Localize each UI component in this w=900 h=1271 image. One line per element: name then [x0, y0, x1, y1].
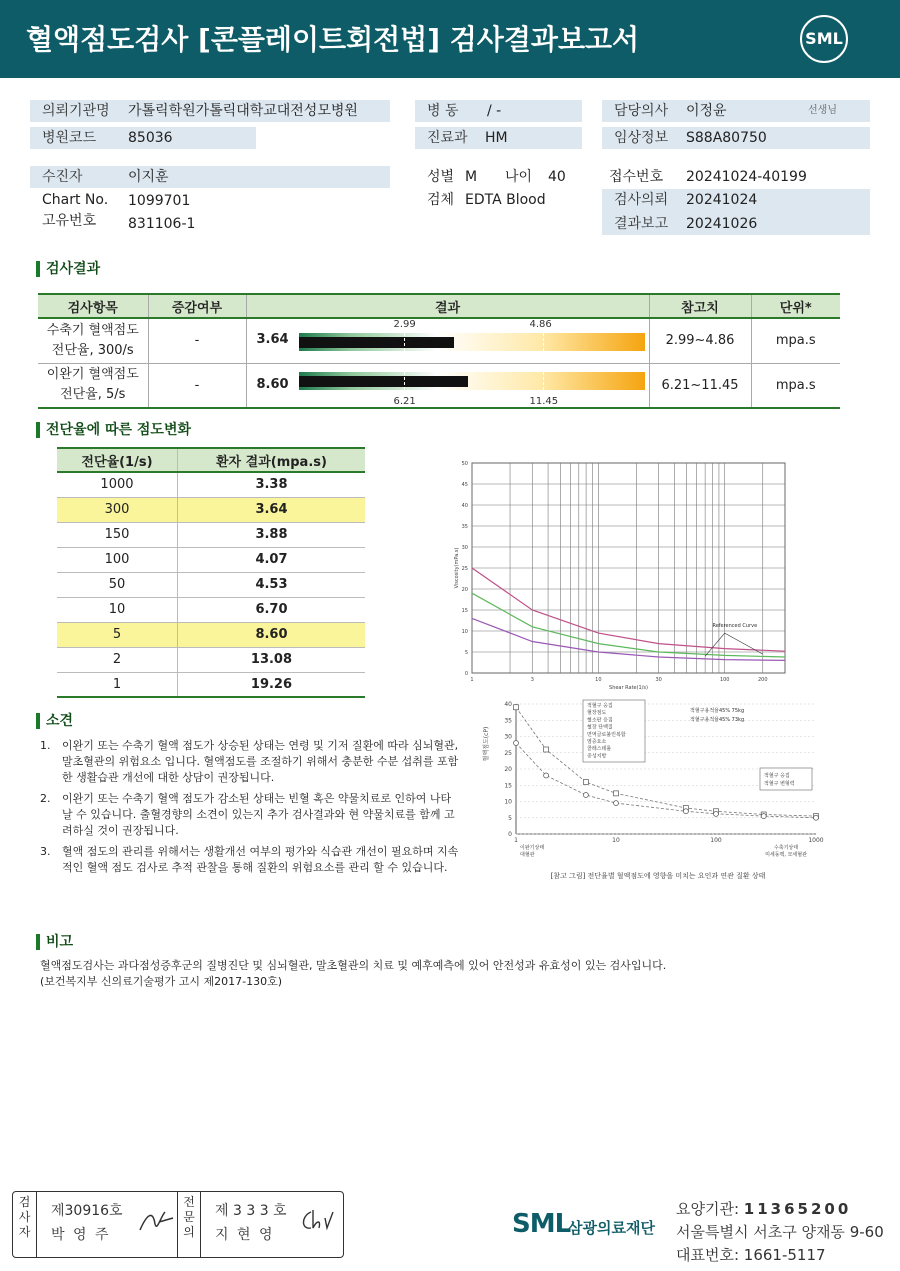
y-tick-label: 15: [504, 782, 512, 790]
list-item: 3. 혈액 점도의 관리를 위해서는 생활개선 여부의 평가와 식습관 개선이 필요하며 지속적인 혈액 점도 검사로 추적 관찰을 통해 질환의 위험요소를 관리 할 수 있습니다.: [40, 845, 459, 874]
notes-list: [40, 738, 460, 881]
table-row: [57, 597, 365, 622]
x-right-note: 수축기상태: [773, 845, 799, 851]
table-row: [57, 647, 365, 672]
result-reference: 6.21~11.45: [649, 363, 751, 408]
shear-rate-cell: 100: [57, 547, 177, 572]
table-row: [38, 363, 840, 408]
tester-signature: [137, 1206, 177, 1236]
results-header-change: 증감여부: [148, 294, 246, 318]
remarks-section-title: 비고: [36, 934, 73, 950]
chart-caption: [참고 그림] 전단율별 혈액점도에 영향을 미치는 요인과 연관 질환 상태: [550, 872, 766, 880]
table-row: [57, 622, 365, 647]
x-tick-label: 1000: [808, 837, 824, 844]
clinical-info-label: 임상정보: [614, 130, 669, 146]
reference-figure-chart: [478, 698, 838, 882]
table-row: [57, 497, 365, 522]
data-point: [583, 793, 588, 798]
result-unit: mpa.s: [751, 363, 840, 408]
department-value: HM: [485, 130, 508, 146]
report-date-label: 결과보고: [614, 216, 669, 232]
x-tick-label: 30: [655, 677, 662, 683]
sml-logo: SML: [800, 15, 848, 63]
list-item: 2. 이완기 또는 수축기 혈액 점도가 감소된 상태는 빈혈 혹은 약물치료로 인하여 나타날 수 있습니다. 출혈경향의 소견이 있는지 추가 검사결과와 현 약물치료를 함께 고려하실 것이 권장됩니다.: [40, 792, 455, 837]
gauge-high-tick: [543, 372, 544, 390]
notes-section-title: 소견: [36, 713, 73, 729]
report-title: 혈액점도검사 [콘플레이트회전법] 검사결과보고서: [26, 23, 640, 56]
x-tick-label: 10: [595, 677, 602, 683]
y-tick-label: 20: [504, 766, 512, 773]
y-tick-label: 50: [461, 461, 468, 467]
footer-logo: [512, 1203, 662, 1255]
y-tick-label: 35: [461, 524, 468, 530]
x-tick-label: 1: [470, 677, 474, 683]
y-axis-label: 혈액점도(cP): [483, 726, 490, 762]
data-point: [544, 773, 549, 778]
y-tick-label: 45: [461, 482, 468, 488]
x-right-note: 미세동맥, 모세혈관: [765, 852, 807, 858]
ward-row: [415, 100, 582, 122]
shear-rate-cell: 10: [57, 597, 177, 622]
data-point: [761, 814, 766, 819]
expert-signature: [297, 1206, 339, 1236]
result-gauge-cell: [246, 318, 649, 363]
dates-box: [602, 189, 870, 235]
patient-result-cell: 4.53: [177, 572, 365, 597]
table-row: [38, 318, 840, 363]
result-item: 수축기 혈액점도 전단율, 300/s: [38, 318, 148, 363]
y-tick-label: 30: [461, 545, 468, 551]
y-tick-label: 0: [464, 671, 468, 677]
y-tick-label: 30: [504, 733, 512, 741]
x-tick-label: 100: [719, 677, 730, 683]
requester-label: 의뢰기관명: [42, 103, 110, 119]
footer-info: 요양기관: 11365200 서울특별시 서초구 양재동 9-60 대표번호: 1661-5117: [676, 1200, 884, 1264]
y-axis-label: Viscosity(mPa.s): [454, 547, 460, 589]
signature-box: [12, 1191, 344, 1258]
results-table: [38, 293, 840, 409]
result-change: -: [148, 318, 246, 363]
chart-no-label: Chart No.: [42, 192, 109, 208]
gauge-high-tick: [543, 333, 544, 351]
viscosity-header-value: 환자 결과(mpa.s): [177, 448, 365, 472]
patient-result-cell: 13.08: [177, 647, 365, 672]
receipt-no-value: 20241024-40199: [686, 169, 807, 185]
viscosity-header-rate: 전단율(1/s): [57, 448, 177, 472]
doctor-suffix: 선생님: [808, 105, 837, 116]
result-item: 이완기 혈액점도 전단율, 5/s: [38, 363, 148, 408]
requester-row: [30, 100, 390, 122]
result-value: 3.64: [256, 332, 289, 347]
doctor-row: [602, 100, 870, 122]
hospital-code-label: 병원코드: [42, 130, 97, 146]
factor-label: 면역글로불린복합: [587, 731, 626, 738]
request-date-value: 20241024: [686, 192, 758, 208]
result-change: -: [148, 363, 246, 408]
data-point: [514, 705, 519, 710]
tester-label: 검사자: [13, 1192, 37, 1257]
x-tick-label: 1: [514, 837, 518, 844]
y-tick-label: 10: [461, 629, 468, 635]
sex-label: 성별: [427, 169, 455, 185]
y-tick-label: 0: [508, 831, 512, 838]
y-tick-label: 20: [461, 587, 468, 593]
gauge-fill: [299, 376, 469, 387]
factor-label: 염증요소: [587, 739, 607, 745]
y-tick-label: 15: [461, 608, 468, 614]
unique-no-label: 고유번호: [42, 213, 97, 229]
table-row: [57, 672, 365, 697]
patient-result-cell: 19.26: [177, 672, 365, 697]
patient-result-cell: 3.64: [177, 497, 365, 522]
x-tick-label: 10: [612, 837, 620, 844]
factor-label: 혈장점도: [587, 710, 607, 717]
table-row: [57, 472, 365, 497]
results-header-result: 결과: [246, 294, 649, 318]
legend-label: 적혈구용적율45% 73kg: [690, 717, 745, 723]
x-tick-label: 100: [710, 837, 722, 844]
department-label: 진료과: [427, 130, 468, 146]
expert-label: 전문의: [177, 1192, 201, 1257]
results-header-item: 검사항목: [38, 294, 148, 318]
shear-rate-cell: 300: [57, 497, 177, 522]
age-label: 나이: [505, 169, 533, 185]
gauge-low-label: 6.21: [393, 395, 416, 407]
results-header-unit: 단위*: [751, 294, 840, 318]
shear-rate-cell: 5: [57, 622, 177, 647]
factor-label: 혈장 단백질: [587, 724, 613, 731]
result-gauge-cell: [246, 363, 649, 408]
data-point: [614, 801, 619, 806]
x-left-note: 대혈관: [520, 852, 535, 858]
viscosity-section-title: 전단율에 따른 점도변화: [36, 422, 191, 438]
result-gauge: [299, 372, 645, 390]
remarks-text: 혈액점도검사는 과다점성증후군의 질병진단 및 심뇌혈관, 말초혈관의 치료 및 예후예측에 있어 안전성과 유효성이 있는 검사입니다. (보건복지부 신의료기술평가 고시 제2017-130호): [40, 959, 667, 988]
data-point: [814, 815, 819, 820]
table-row: [57, 572, 365, 597]
ward-value: / -: [487, 103, 502, 119]
gauge-high-label: 11.45: [529, 395, 559, 407]
result-gauge: [299, 333, 645, 351]
series-line: [516, 707, 816, 816]
gauge-low-tick: [404, 372, 405, 390]
doctor-label: 담당의사: [614, 103, 669, 119]
patient-row: [30, 166, 390, 188]
patient-label: 수진자: [42, 169, 83, 185]
sex-value: M: [465, 169, 478, 185]
report-date-value: 20241026: [686, 216, 758, 232]
gauge-low-label: 2.99: [393, 319, 416, 330]
clinical-info-row: [602, 127, 870, 149]
hospital-code-row: [30, 127, 256, 149]
footer-address: 서울특별시 서초구 양재동 9-60: [676, 1223, 884, 1241]
patient-result-cell: 3.88: [177, 522, 365, 547]
data-point: [544, 747, 549, 752]
data-point: [683, 809, 688, 814]
clinical-info-value: S88A80750: [686, 130, 767, 146]
right-note-label: 적혈구 변형력: [764, 781, 795, 787]
patient-result-cell: 6.70: [177, 597, 365, 622]
gauge-low-tick: [404, 333, 405, 351]
y-tick-label: 5: [464, 650, 468, 656]
data-point: [714, 811, 719, 816]
factor-label: 콜레스테롤: [587, 746, 612, 753]
institution-code: 11365200: [743, 1200, 852, 1218]
y-tick-label: 40: [461, 503, 468, 509]
viscosity-curve-chart: [450, 455, 795, 695]
legend-label: 적혈구용적율45% 75kg: [690, 708, 745, 714]
report-header: [0, 0, 900, 78]
factor-label: 중성지방: [587, 753, 607, 760]
y-tick-label: 25: [461, 566, 468, 572]
unique-no-value: 831106-1: [128, 216, 196, 232]
receipt-no-label: 접수번호: [609, 169, 664, 185]
patient-value: 이지훈: [128, 169, 169, 185]
result-value: 8.60: [256, 376, 289, 392]
department-row: [415, 127, 582, 149]
data-point: [614, 791, 619, 796]
shear-rate-cell: 1000: [57, 472, 177, 497]
results-section-title: 검사결과: [36, 261, 100, 277]
y-tick-label: 5: [508, 814, 512, 822]
viscosity-table: [57, 447, 365, 698]
age-value: 40: [548, 169, 566, 185]
ward-label: 병 동: [427, 103, 459, 119]
factor-label: 혈소판 응집: [587, 717, 613, 724]
y-tick-label: 10: [504, 798, 512, 806]
result-unit: mpa.s: [751, 318, 840, 363]
doctor-value: 이정윤: [686, 103, 727, 119]
patient-result-cell: 8.60: [177, 622, 365, 647]
data-point: [583, 780, 588, 785]
shear-rate-cell: 2: [57, 647, 177, 672]
tester-no: 제30916호: [51, 1203, 123, 1219]
x-tick-label: 200: [757, 677, 768, 683]
table-row: [57, 522, 365, 547]
tester-name: 박 영 주: [51, 1227, 111, 1243]
requester-value: 가톨릭학원가톨릭대학교대전성모병원: [128, 103, 358, 119]
x-left-note: 이완기상태: [520, 845, 545, 851]
gauge-high-label: 4.86: [529, 319, 552, 330]
right-note-label: 적혈구 응집: [764, 773, 790, 779]
chart-no-value: 1099701: [128, 193, 191, 209]
shear-rate-cell: 1: [57, 672, 177, 697]
list-item: 1. 이완기 또는 수축기 혈액 점도가 상승된 상태는 연령 및 기저 질환에 따라 심뇌혈관, 말초혈관의 위험요소 입니다. 혈액점도를 조절하기 위해서 충분한 수분 섭취를 포함한 생활습관 개선에 대한 상담이 권장됩니다.: [40, 739, 459, 784]
footer-logo-mark: SML: [512, 1209, 571, 1239]
result-reference: 2.99~4.86: [649, 318, 751, 363]
x-axis-label: Shear Rate(1/s): [609, 685, 648, 691]
shear-rate-cell: 150: [57, 522, 177, 547]
hospital-code-value: 85036: [128, 130, 173, 146]
expert-name: 지 현 영: [215, 1227, 275, 1243]
expert-no: 제 3 3 3 호: [215, 1203, 287, 1219]
patient-result-cell: 3.38: [177, 472, 365, 497]
results-header-reference: 참고치: [649, 294, 751, 318]
footer-org-name: 삼광의료재단: [568, 1219, 655, 1237]
x-tick-label: 3: [530, 677, 534, 683]
footer-phone: 1661-5117: [743, 1246, 826, 1264]
patient-result-cell: 4.07: [177, 547, 365, 572]
gauge-fill: [299, 337, 455, 348]
y-tick-label: 40: [504, 701, 512, 708]
data-point: [514, 741, 519, 746]
chart-annotation: Referenced Curve: [712, 622, 758, 629]
specimen-label: 검체: [427, 192, 455, 208]
shear-rate-cell: 50: [57, 572, 177, 597]
y-tick-label: 25: [504, 749, 512, 757]
request-date-label: 검사의뢰: [614, 192, 669, 208]
y-tick-label: 35: [504, 717, 512, 725]
factor-label: 적혈구 응집: [587, 703, 613, 709]
specimen-value: EDTA Blood: [465, 192, 546, 208]
table-row: [57, 547, 365, 572]
